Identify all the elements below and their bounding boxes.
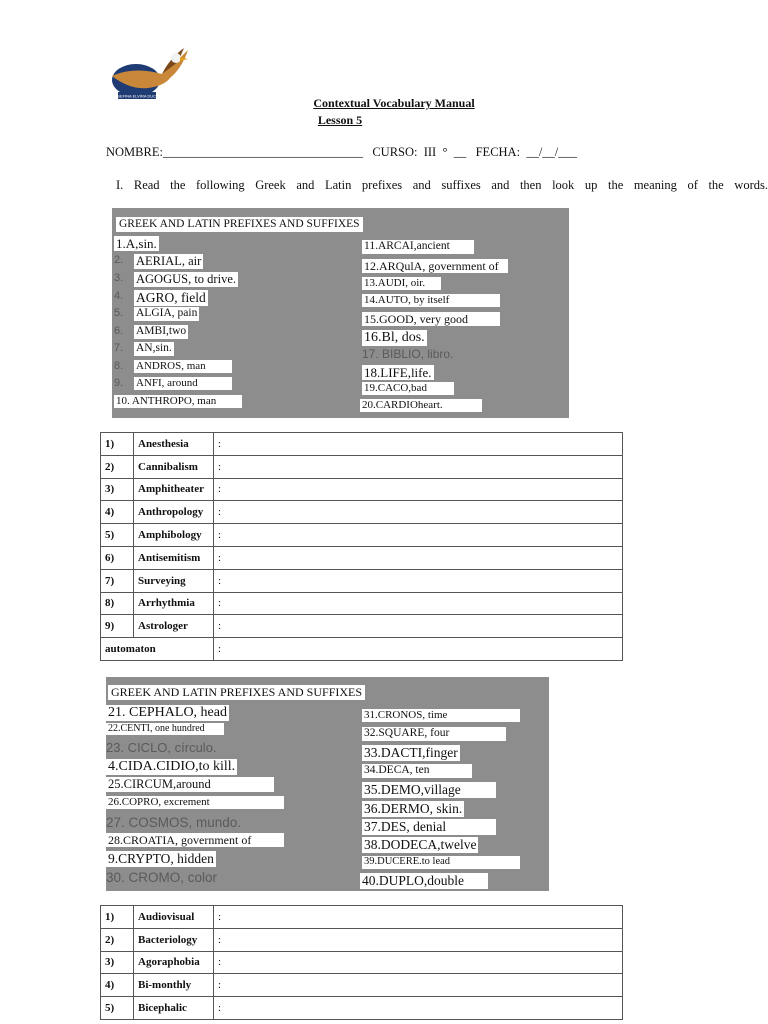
prefix-item: 12.ARQulA, government of [362, 259, 508, 273]
prefix-item: ANDROS, man [134, 360, 232, 373]
prefix-number: 9. [114, 377, 124, 389]
vocab-word: Bi-monthly [134, 974, 214, 997]
row-number: 1) [101, 906, 134, 929]
student-info-line [106, 145, 577, 160]
vocab-word: Amphitheater [134, 478, 214, 501]
prefix-item: 33.DACTI,finger [364, 745, 458, 760]
prefix-number: 3. [114, 272, 124, 284]
prefix-number: 5. [114, 307, 124, 319]
vocab-word: Bacteriology [134, 928, 214, 951]
table-row [101, 433, 623, 456]
prefix-item: 38.DODECA,twelve [364, 837, 477, 852]
logo-text: JOSEFINA ELVIRA DUCOS [112, 93, 162, 99]
answer-cell[interactable]: : [214, 974, 623, 997]
answer-cell[interactable]: : [214, 592, 623, 615]
vocabulary-table-1 [100, 432, 623, 661]
table-row [101, 546, 623, 569]
prefix-item: 21. CEPHALO, head [108, 705, 227, 720]
vocab-word: Antisemitism [134, 546, 214, 569]
vocab-word: Bicephalic [134, 997, 214, 1020]
prefix-item: 22.CENTI, one hundred [106, 723, 224, 735]
table-row [101, 569, 623, 592]
prefix-item: 19.CACO,bad [362, 382, 454, 395]
table-row [101, 951, 623, 974]
prefix-item-faded: 27. COSMOS, mundo. [106, 815, 242, 830]
prefix-item: 40.DUPLO,double [360, 873, 488, 889]
prefix-item: ALGIA, pain [136, 307, 198, 319]
prefix-item-faded: 30. CROMO, color [106, 870, 218, 885]
prefix-item: 35.DEMO,village [362, 782, 496, 798]
row-number: 3) [101, 478, 134, 501]
prefix-item: 25.CIRCUM,around [106, 777, 274, 792]
table-row [101, 928, 623, 951]
table-row [101, 478, 623, 501]
answer-cell[interactable]: : [214, 478, 623, 501]
prefix-number: 4. [114, 290, 124, 302]
vocab-word: Surveying [134, 569, 214, 592]
answer-cell[interactable]: : [214, 433, 623, 456]
table-row [101, 524, 623, 547]
lesson-subtitle: Lesson 5 [317, 113, 363, 127]
panel-1-title: GREEK AND LATIN PREFIXES AND SUFFIXES [116, 217, 363, 232]
prefix-item: 36.DERMO, skin. [364, 801, 463, 816]
prefix-item: AGOGUS, to drive. [136, 272, 236, 286]
date-label: FECHA: [475, 145, 521, 159]
answer-cell[interactable]: : [214, 951, 623, 974]
vocab-word: Astrologer [134, 615, 214, 638]
prefix-item: 9.CRYPTO, hidden [108, 851, 214, 866]
prefix-number: 7. [114, 342, 124, 354]
course-field[interactable]: III ° __ [423, 145, 467, 159]
vocabulary-table-2 [100, 905, 623, 1020]
prefix-item: 37.DES, denial [362, 819, 496, 835]
document-title: Contextual Vocabulary Manual [313, 96, 475, 110]
vocab-word: Agoraphobia [134, 951, 214, 974]
prefix-item: 28.CROATIA, government of [106, 833, 284, 847]
prefix-number: 2. [114, 254, 124, 266]
prefix-panel-2 [106, 677, 549, 891]
prefix-item: 4.CIDA.CIDIO,to kill. [108, 759, 236, 774]
answer-cell[interactable]: : [214, 928, 623, 951]
prefix-item: 14.AUTO, by itself [362, 294, 500, 307]
answer-cell[interactable]: : [214, 906, 623, 929]
row-number: 5) [101, 997, 134, 1020]
answer-cell[interactable]: : [214, 638, 623, 661]
prefix-item: 20.CARDIOheart. [360, 399, 482, 412]
prefix-item: 32.SQUARE, four [362, 727, 506, 741]
date-field[interactable]: __/__/___ [526, 145, 578, 159]
vocab-word: Audiovisual [134, 906, 214, 929]
answer-cell[interactable]: : [214, 501, 623, 524]
answer-cell[interactable]: : [214, 455, 623, 478]
prefix-item: AN,sin. [136, 342, 172, 354]
row-number: 2) [101, 928, 134, 951]
prefix-item: 31.CRONOS, time [362, 709, 520, 722]
prefix-item: 1.A,sin. [116, 236, 157, 251]
answer-cell[interactable]: : [214, 615, 623, 638]
table-row [101, 974, 623, 997]
course-label: CURSO: [372, 145, 418, 159]
prefix-item: 10. ANTHROPO, man [114, 395, 242, 408]
table-row [101, 592, 623, 615]
row-number: 4) [101, 974, 134, 997]
row-number: 5) [101, 524, 134, 547]
vocab-word: Arrhythmia [134, 592, 214, 615]
prefix-item: 13.AUDI, oir. [362, 277, 441, 290]
row-number: 6) [101, 546, 134, 569]
prefix-number: 6. [114, 325, 124, 337]
vocab-word: automaton [101, 638, 214, 661]
row-number: 1) [101, 433, 134, 456]
name-label: NOMBRE: [106, 145, 163, 159]
panel-2-title: GREEK AND LATIN PREFIXES AND SUFFIXES [108, 685, 365, 700]
prefix-item: 26.COPRO, excrement [106, 796, 284, 809]
table-row [101, 638, 623, 661]
table-row [101, 455, 623, 478]
name-field[interactable]: ________________________________ [162, 145, 363, 159]
row-number: 3) [101, 951, 134, 974]
prefix-item: 34.DECA, ten [362, 764, 472, 778]
answer-cell[interactable]: : [214, 546, 623, 569]
prefix-item: 15.GOOD, very good [362, 312, 500, 326]
table-row [101, 906, 623, 929]
answer-cell[interactable]: : [214, 997, 623, 1020]
prefix-item: AMBI,two [136, 325, 187, 337]
prefix-item: AGRO, field [136, 290, 206, 305]
prefix-item: AERIAL, air [136, 254, 202, 268]
answer-cell[interactable]: : [214, 569, 623, 592]
table-row [101, 615, 623, 638]
instruction-text: I. Read the following Greek and Latin prefixes and suffixes and then look up the meaning of the words. [116, 178, 768, 192]
prefix-panel-1 [112, 208, 569, 418]
vocab-word: Anthropology [134, 501, 214, 524]
row-number: 8) [101, 592, 134, 615]
vocab-word: Cannibalism [134, 455, 214, 478]
vocab-word: Anesthesia [134, 433, 214, 456]
row-number: 7) [101, 569, 134, 592]
table-row [101, 501, 623, 524]
prefix-item-faded: 17. BIBLIO, libro. [362, 347, 454, 361]
prefix-item-faded: 23. CICLO, círculo. [106, 740, 217, 755]
row-number: 4) [101, 501, 134, 524]
prefix-item: 11.ARCAI,ancient [362, 240, 474, 254]
row-number: 9) [101, 615, 134, 638]
prefix-number: 8. [114, 360, 124, 372]
table-row [101, 997, 623, 1020]
prefix-item: ANFI, around [134, 377, 232, 390]
prefix-item: 39.DUCERE.to lead [362, 856, 520, 869]
answer-cell[interactable]: : [214, 524, 623, 547]
vocab-word: Amphibology [134, 524, 214, 547]
prefix-item: 18.LIFE,life. [364, 365, 432, 380]
prefix-item: 16.Bl, dos. [364, 330, 425, 345]
row-number: 2) [101, 455, 134, 478]
